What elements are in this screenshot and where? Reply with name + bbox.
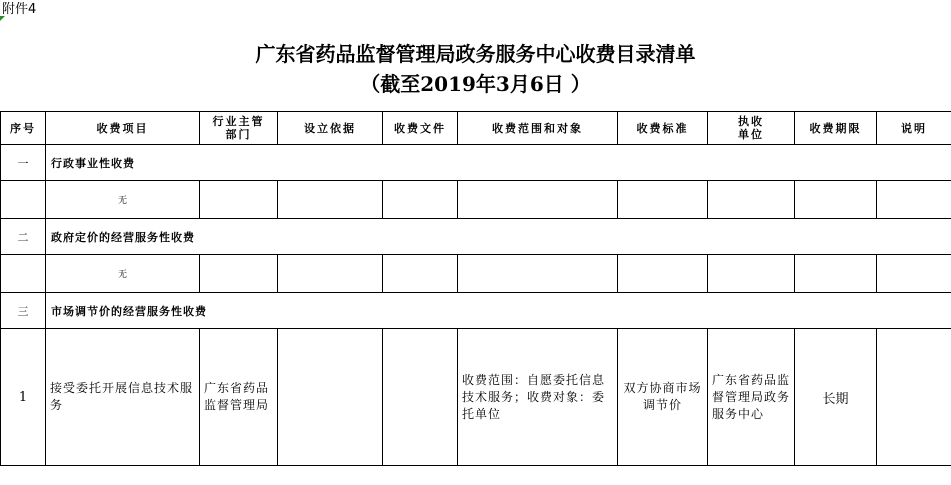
document-title: 广东省药品监督管理局政务服务中心收费目录清单: [255, 42, 696, 66]
fee-standard: 双方协商市场调节价: [618, 329, 708, 466]
table-row: [1, 255, 951, 293]
category-label: 政府定价的经营服务性收费: [46, 219, 951, 255]
category-row: [1, 293, 951, 329]
table-cell: [278, 181, 383, 219]
empty-item-cell: 无: [46, 255, 200, 293]
table-cell: [1, 255, 46, 293]
category-index: 一: [1, 145, 46, 181]
table-row: [1, 181, 951, 219]
table-cell: [618, 181, 708, 219]
header-cell-department: 行业主管部门: [200, 112, 278, 145]
department: 广东省药品监督管理局: [200, 329, 278, 466]
header-cell-standard: 收费标准: [618, 112, 708, 145]
table-cell: [458, 181, 618, 219]
category-index: 三: [1, 293, 46, 329]
category-row: [1, 219, 951, 255]
table-cell: [795, 181, 877, 219]
category-label: 行政事业性收费: [46, 145, 951, 181]
fee-catalog-table: [0, 111, 951, 466]
category-label: 市场调节价的经营服务性收费: [46, 293, 951, 329]
table-cell: [877, 181, 951, 219]
table-row: [1, 329, 951, 466]
fee-document: [383, 329, 458, 466]
empty-item-cell: 无: [46, 181, 200, 219]
header-cell-basis: 设立依据: [278, 112, 383, 145]
table-cell: [200, 255, 278, 293]
table-cell: [708, 181, 795, 219]
fee-period: 长期: [795, 329, 877, 466]
header-cell-period: 收费期限: [795, 112, 877, 145]
table-cell: [200, 181, 278, 219]
table-cell: [383, 255, 458, 293]
cell-comment-marker: [0, 16, 5, 21]
table-cell: [708, 255, 795, 293]
header-cell-no: 序号: [1, 112, 46, 145]
table-cell: [795, 255, 877, 293]
row-number: 1: [1, 329, 46, 466]
fee-item: 接受委托开展信息技术服务: [46, 329, 200, 466]
category-row: [1, 145, 951, 181]
header-cell-item: 收费项目: [46, 112, 200, 145]
table-cell: [383, 181, 458, 219]
fee-scope: 收费范围：自愿委托信息技术服务；收费对象：委托单位: [458, 329, 618, 466]
attachment-label: 附件4: [2, 2, 37, 17]
table-cell: [278, 255, 383, 293]
table-cell: [618, 255, 708, 293]
category-index: 二: [1, 219, 46, 255]
note: [877, 329, 951, 466]
header-cell-scope: 收费范围和对象: [458, 112, 618, 145]
table-cell: [1, 181, 46, 219]
header-cell-document: 收费文件: [383, 112, 458, 145]
header-cell-note: 说明: [877, 112, 951, 145]
table-cell: [877, 255, 951, 293]
table-header-row: [1, 112, 951, 145]
basis: [278, 329, 383, 466]
header-cell-collector: 执收单位: [708, 112, 795, 145]
document-subtitle: （截至2019年3月6日 ）: [360, 72, 591, 96]
table-cell: [458, 255, 618, 293]
collecting-unit: 广东省药品监督管理局政务服务中心: [708, 329, 795, 466]
